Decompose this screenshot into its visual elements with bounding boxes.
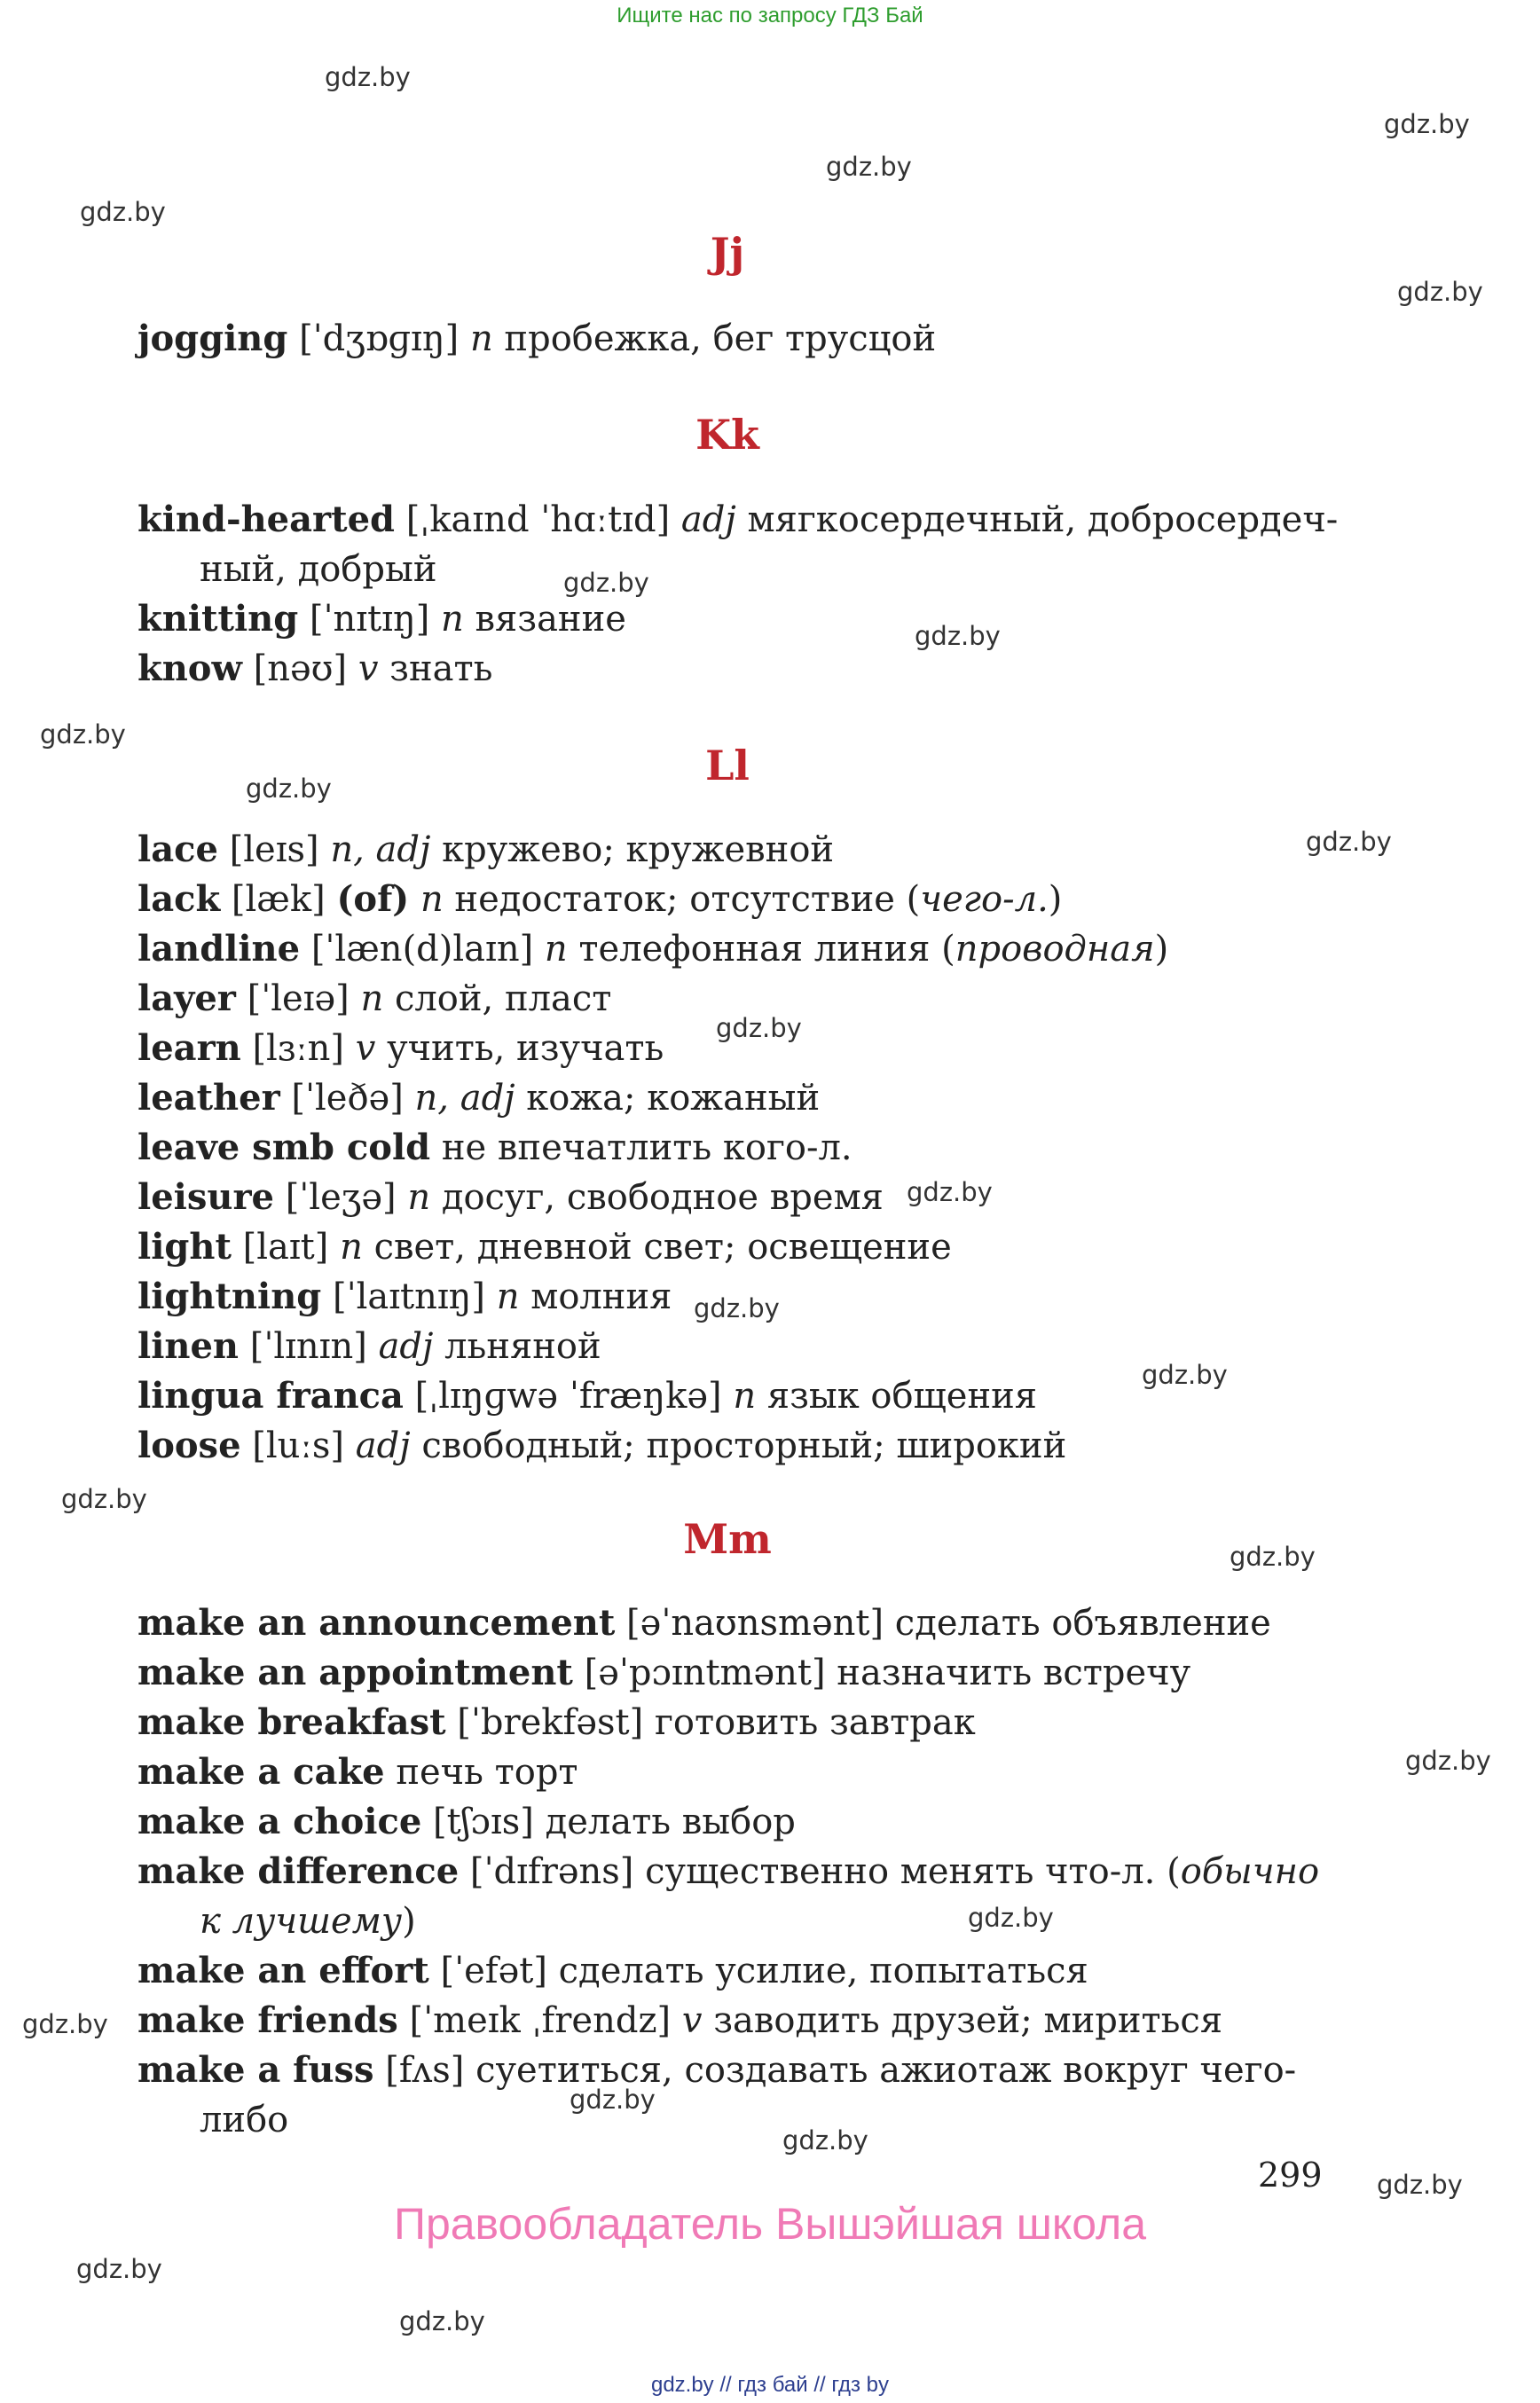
part-of-speech: n [420, 879, 444, 920]
section-letter-m: Mm [683, 1515, 772, 1563]
part-of-speech: v [355, 1028, 376, 1069]
dictionary-entry [138, 1996, 1335, 2046]
headword: make breakfast [138, 1701, 446, 1743]
definition: печь торт [396, 1752, 578, 1793]
watermark: gdz.by [76, 2254, 162, 2284]
transcription: [ˈlɪnɪn] [249, 1326, 367, 1367]
dictionary-entry [138, 314, 1335, 364]
watermark: gdz.by [1142, 1360, 1228, 1390]
dictionary-entry [138, 1123, 1335, 1173]
dictionary-entry [138, 1847, 1335, 1946]
definition: досуг, свободное время [441, 1177, 884, 1218]
definition: знать [389, 648, 493, 689]
definition: льняной [444, 1326, 601, 1367]
part-of-speech: n [496, 1276, 520, 1317]
definition: мягкосердечный, добросердеч- [747, 499, 1339, 540]
dictionary-entry [138, 1222, 1335, 1272]
dictionary-entry [138, 825, 1335, 875]
transcription: [ˌlɪŋɡwə ˈfræŋkə] [414, 1376, 722, 1417]
definition-continuation: либо [200, 2100, 289, 2140]
watermark: gdz.by [1306, 827, 1392, 857]
definition: делать выбор [545, 1802, 796, 1842]
headword: knitting [138, 598, 299, 640]
transcription: [ˈdʒɒɡɪŋ] [299, 318, 460, 359]
headword: loose [138, 1425, 241, 1466]
watermark: gdz.by [563, 568, 649, 598]
watermark: gdz.by [1397, 277, 1483, 307]
headword: jogging [138, 318, 288, 359]
part-of-speech: n [544, 929, 568, 970]
headword: leave smb cold [138, 1127, 431, 1168]
watermark: gdz.by [80, 197, 166, 227]
part-of-speech: n, adj [330, 829, 431, 870]
preposition: (of) [336, 878, 410, 920]
watermark: gdz.by [325, 62, 411, 92]
part-of-speech: v [681, 2000, 703, 2041]
definition: назначить встречу [837, 1653, 1191, 1693]
transcription: [ˌkaɪnd ˈhɑːtɪd] [405, 499, 671, 540]
rights-holder: Правообладатель Вышэйшая школа [394, 2199, 1146, 2249]
watermark: gdz.by [694, 1293, 780, 1323]
part-of-speech: n, adj [414, 1078, 515, 1119]
part-of-speech: n [469, 318, 493, 359]
watermark: gdz.by [1405, 1746, 1491, 1776]
headword: leisure [138, 1176, 274, 1218]
headword: layer [138, 978, 236, 1019]
dictionary-entry [138, 1322, 1335, 1371]
part-of-speech: v [358, 648, 379, 689]
transcription: [ˈefət] [440, 1951, 547, 1991]
transcription: [ˈbrekfəst] [457, 1702, 644, 1743]
definition: свободный; просторный; широкий [421, 1425, 1067, 1466]
definition: кожа; кожаный [526, 1078, 821, 1119]
headword: make a cake [138, 1751, 385, 1793]
watermark: gdz.by [716, 1013, 802, 1043]
headword: lightning [138, 1276, 322, 1317]
definition: готовить завтрак [654, 1702, 976, 1743]
transcription: [fʌs] [385, 2050, 465, 2091]
transcription: [ˈnɪtɪŋ] [309, 599, 430, 640]
definition: телефонная линия (проводная) [578, 929, 1169, 970]
definition: заводить друзей; мириться [713, 2000, 1223, 2041]
transcription: [laɪt] [242, 1227, 329, 1268]
watermark: gdz.by [915, 621, 1001, 651]
dictionary-entry [138, 1272, 1335, 1322]
dictionary-entry [138, 1797, 1335, 1847]
watermark: gdz.by [40, 719, 126, 750]
definition: суетиться, создавать ажиотаж вокруг чего- [475, 2050, 1297, 2091]
section-letter-l: Ll [705, 742, 750, 789]
headword: kind-hearted [138, 499, 395, 540]
dictionary-entry [138, 875, 1335, 924]
transcription: [ˈmeɪk ˌfrendz] [409, 2000, 672, 2041]
watermark: gdz.by [1377, 2170, 1463, 2200]
dictionary-entry [138, 1747, 1335, 1797]
part-of-speech: n [360, 978, 384, 1019]
headword: make an appointment [138, 1652, 573, 1693]
dictionary-entry [138, 594, 1335, 644]
dictionary-entry [138, 1371, 1335, 1421]
headword: lace [138, 828, 218, 870]
transcription: [lɜːn] [252, 1028, 345, 1069]
definition: слой, пласт [394, 978, 612, 1019]
definition: кружево; кружевной [442, 829, 835, 870]
part-of-speech: n [441, 599, 464, 640]
dictionary-entry [138, 1173, 1335, 1222]
watermark: gdz.by [61, 1484, 147, 1514]
watermark: gdz.by [246, 774, 332, 804]
headword: make a fuss [138, 2049, 374, 2091]
transcription: [ˈdɪfrəns] [469, 1851, 634, 1892]
footer-links[interactable]: gdz.by // гдз бай // гдз by [650, 2373, 890, 2397]
definition-continuation: к лучшему) [200, 1901, 416, 1942]
watermark: gdz.by [968, 1903, 1054, 1933]
headword: leather [138, 1077, 280, 1119]
watermark: gdz.by [826, 152, 912, 182]
transcription: [əˈnaʊnsmənt] [626, 1603, 884, 1644]
dictionary-entry [138, 924, 1335, 974]
watermark: gdz.by [907, 1177, 993, 1207]
headword: learn [138, 1027, 241, 1069]
headword: make friends [138, 1999, 398, 2041]
watermark: gdz.by [782, 2125, 868, 2156]
part-of-speech: n [340, 1227, 363, 1268]
dictionary-entry [138, 1421, 1335, 1471]
headword: lack [138, 878, 221, 920]
definition: сделать объявление [894, 1603, 1271, 1644]
section-letter-k: Kk [695, 411, 759, 459]
headword: linen [138, 1325, 240, 1367]
part-of-speech: n [407, 1177, 431, 1218]
headword: know [138, 648, 242, 689]
headword: light [138, 1226, 232, 1268]
transcription: [ˈlaɪtnɪŋ] [332, 1276, 485, 1317]
watermark: gdz.by [22, 2009, 108, 2039]
part-of-speech: adj [378, 1326, 434, 1367]
headword: landline [138, 928, 301, 970]
dictionary-entry [138, 1648, 1335, 1698]
definition: существенно менять что-л. (обычно [645, 1851, 1320, 1892]
dictionary-entry [138, 644, 1335, 694]
transcription: [ˈleʒə] [285, 1177, 397, 1218]
transcription: [læk] [231, 879, 326, 920]
definition: пробежка, бег трусцой [504, 318, 937, 359]
headword: make difference [138, 1850, 460, 1892]
transcription: [tʃɔɪs] [433, 1802, 534, 1842]
dictionary-entry [138, 974, 1335, 1024]
headword: make a choice [138, 1801, 422, 1842]
dictionary-entry [138, 1946, 1335, 1996]
dictionary-entry [138, 2046, 1335, 2145]
transcription: [leɪs] [229, 829, 319, 870]
transcription: [nəʊ] [253, 648, 348, 689]
definition: недостаток; отсутствие (чего-л.) [454, 879, 1063, 920]
top-banner[interactable]: Ищите нас по запросу ГДЗ Бай [617, 4, 923, 27]
transcription: [əˈpɔɪntmənt] [584, 1653, 826, 1693]
definition: свет, дневной свет; освещение [373, 1227, 952, 1268]
headword: lingua franca [138, 1375, 404, 1417]
definition: не впечатлить кого-л. [441, 1127, 852, 1168]
page-number: 299 [1258, 2156, 1323, 2195]
watermark: gdz.by [1230, 1542, 1316, 1572]
dictionary-entry [138, 1073, 1335, 1123]
transcription: [luːs] [252, 1425, 345, 1466]
definition: сделать усилие, попытаться [558, 1951, 1088, 1991]
part-of-speech: adj [355, 1425, 411, 1466]
definition: язык общения [766, 1376, 1038, 1417]
part-of-speech: adj [680, 499, 736, 540]
transcription: [ˈlæn(d)laɪn] [310, 929, 534, 970]
dictionary-entry [138, 1698, 1335, 1747]
dictionary-entry [138, 1598, 1335, 1648]
dictionary-entry [138, 495, 1339, 594]
transcription: [ˈleðə] [291, 1078, 404, 1119]
dictionary-entry [138, 1024, 1335, 1073]
definition-continuation: ный, добрый [200, 549, 437, 590]
headword: make an effort [138, 1950, 429, 1991]
headword: make an announcement [138, 1602, 616, 1644]
definition: учить, изучать [387, 1028, 664, 1069]
section-letter-j: Jj [710, 229, 745, 277]
watermark: gdz.by [399, 2306, 485, 2336]
transcription: [ˈleɪə] [247, 978, 350, 1019]
part-of-speech: n [733, 1376, 757, 1417]
definition: вязание [475, 599, 626, 640]
definition: молния [530, 1276, 672, 1317]
watermark: gdz.by [570, 2085, 656, 2115]
watermark: gdz.by [1384, 109, 1470, 139]
